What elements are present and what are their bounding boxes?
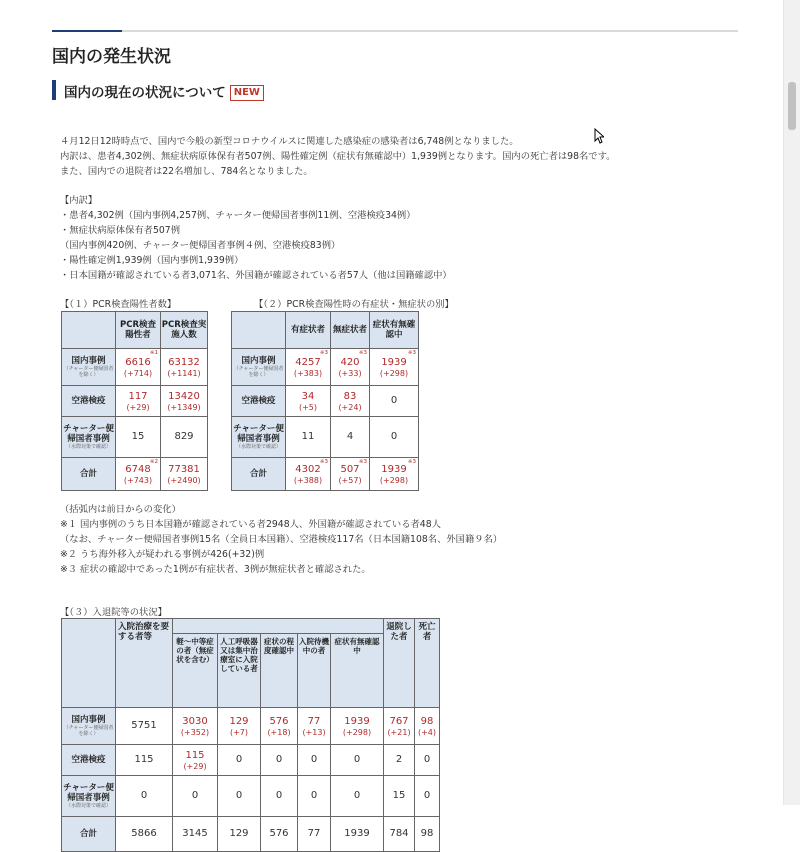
- value-cell: [286, 458, 331, 491]
- value: 0: [353, 754, 361, 765]
- delta: (+4): [417, 727, 437, 737]
- value-cell: [331, 708, 384, 745]
- col-discharged: 退院した者: [384, 619, 415, 708]
- value-cell: [116, 386, 161, 417]
- row-label: [232, 349, 286, 386]
- footnote-mark: ※2: [149, 459, 158, 465]
- value: 0: [140, 790, 148, 801]
- value: 0: [235, 754, 243, 765]
- notes: （括弧内は前日からの変化） ※１ 国内事例のうち日本国籍が確認されている者2948人、外国籍が確認されている者48人 （なお、チャーター便帰国者事例15名（全員日本国籍）、空港検疫117名（日本国籍108名、外国籍９名） ※２ うち海外移入が疑われる事例が426(+32)例 ※３ 症状の確認中であった1例が有症状者、3例が無症状者と確認された。: [60, 504, 503, 575]
- table-row: [62, 458, 208, 491]
- value-cell: [173, 708, 218, 745]
- table-row: [232, 458, 419, 491]
- scrollbar-thumb[interactable]: [788, 82, 796, 130]
- value-cell: [116, 745, 173, 776]
- table-row: [62, 708, 440, 745]
- value-cell: [370, 349, 419, 386]
- table-row: [62, 817, 440, 852]
- new-badge: NEW: [230, 85, 264, 101]
- row-label-text: 国内事例: [241, 356, 276, 366]
- table3-caption: 【（３）入退院等の状況】: [60, 607, 167, 618]
- value: 767: [389, 715, 409, 727]
- value-cell: [218, 745, 261, 776]
- col-waiting: 入院待機中の者: [298, 634, 331, 708]
- value: 77: [307, 828, 321, 839]
- row-label: [62, 349, 116, 386]
- row-label: [62, 417, 116, 458]
- col-mild: 軽～中等症の者（無症状を含む）: [173, 634, 218, 708]
- value-cell: [298, 708, 331, 745]
- value: 63132: [168, 356, 200, 368]
- value-cell: [370, 386, 419, 417]
- row-label-text: 合計: [79, 829, 97, 839]
- value-cell: [286, 349, 331, 386]
- value: 117: [128, 390, 148, 402]
- table-row: [62, 349, 208, 386]
- row-label: [62, 458, 116, 491]
- value-cell: [415, 745, 440, 776]
- delta: (+57): [338, 475, 362, 485]
- col-deaths: 死亡者: [415, 619, 440, 708]
- value-cell: [173, 817, 218, 852]
- delta: (+5): [298, 402, 318, 412]
- row-label-text: 空港検疫: [71, 396, 106, 406]
- table-row: [232, 386, 419, 417]
- footnote-mark: ※3: [358, 459, 367, 465]
- delta: (+298): [379, 368, 409, 378]
- col-pcr-positive: PCR検査陽性者: [116, 312, 161, 349]
- value-cell: [261, 745, 298, 776]
- delta: (+714): [123, 368, 153, 378]
- corner-cell: [232, 312, 286, 349]
- value: 0: [235, 790, 243, 801]
- value: 0: [390, 431, 398, 442]
- value: 1939: [344, 828, 370, 839]
- header-row: [232, 312, 419, 349]
- row-label: [232, 458, 286, 491]
- delta: (+352): [180, 727, 210, 737]
- footnote-mark: ※3: [407, 350, 416, 356]
- footnote-mark: ※3: [319, 350, 328, 356]
- value-cell: [331, 417, 370, 458]
- table-row: [62, 386, 208, 417]
- delta: (+298): [342, 727, 372, 737]
- pcr-positive-table: [61, 311, 208, 491]
- value-cell: [161, 417, 208, 458]
- value: 5751: [131, 720, 157, 731]
- symptom-table: [231, 311, 419, 491]
- row-label: [62, 776, 116, 817]
- row-label-text: 合計: [79, 469, 97, 479]
- table-row: [62, 745, 440, 776]
- value: 13420: [168, 390, 200, 402]
- value: 0: [390, 395, 398, 406]
- value-cell: [384, 776, 415, 817]
- value-cell: [286, 417, 331, 458]
- row-label-note: （チャーター便帰国者を除く）: [63, 725, 114, 737]
- col-asymptomatic: 無症状者: [331, 312, 370, 349]
- value-cell: [261, 708, 298, 745]
- row-label: [62, 386, 116, 417]
- value: 420: [340, 356, 360, 368]
- value-cell: [116, 417, 161, 458]
- col-checking: 症状有無確認中: [370, 312, 419, 349]
- value-cell: [384, 817, 415, 852]
- row-label: [232, 386, 286, 417]
- table-row: [62, 776, 440, 817]
- corner-cell: [62, 312, 116, 349]
- row-label-text: チャーター便帰国者事例: [63, 783, 114, 803]
- delta: (+29): [126, 402, 150, 412]
- value-cell: [116, 349, 161, 386]
- col-severity-checking: 症状の程度確認中: [261, 634, 298, 708]
- row-label-text: 空港検疫: [71, 755, 106, 765]
- table2-caption: 【（２）PCR検査陽性時の有症状・無症状の別】: [254, 299, 454, 310]
- value-cell: [415, 776, 440, 817]
- value-cell: [161, 386, 208, 417]
- value-cell: [415, 817, 440, 852]
- value: 115: [185, 749, 205, 761]
- value: 11: [301, 431, 315, 442]
- value: 0: [191, 790, 199, 801]
- row-label-text: チャーター便帰国者事例: [233, 424, 284, 444]
- value-cell: [161, 349, 208, 386]
- corner-cell: [62, 619, 116, 708]
- col-pcr-tested: PCR検査実施人数: [161, 312, 208, 349]
- value-cell: [331, 745, 384, 776]
- value-cell: [298, 817, 331, 852]
- col-symptomatic: 有症状者: [286, 312, 331, 349]
- value-cell: [261, 817, 298, 852]
- delta: (+2490): [167, 475, 201, 485]
- value-cell: [218, 776, 261, 817]
- row-label: [232, 417, 286, 458]
- value: 4257: [295, 356, 321, 368]
- value-cell: [331, 458, 370, 491]
- delta: (+388): [293, 475, 323, 485]
- value-cell: [161, 458, 208, 491]
- delta: (+13): [302, 727, 326, 737]
- value: 15: [131, 431, 145, 442]
- section-title: 国内の現在の状況について NEW: [64, 81, 264, 101]
- page-title: 国内の発生状況: [52, 47, 171, 67]
- value: 784: [389, 828, 409, 839]
- value: 576: [269, 828, 289, 839]
- col-symptom-checking: 症状有無確認中: [331, 634, 384, 708]
- value: 576: [269, 715, 289, 727]
- value: 3030: [182, 715, 208, 727]
- value-cell: [331, 817, 384, 852]
- col-group-inpatient: 入院治療を要する者等: [116, 619, 173, 708]
- value-cell: [261, 776, 298, 817]
- group-spacer: [173, 619, 384, 634]
- delta: (+1141): [167, 368, 201, 378]
- delta: (+18): [267, 727, 291, 737]
- delta: (+298): [379, 475, 409, 485]
- value: 98: [420, 828, 434, 839]
- value-cell: [384, 708, 415, 745]
- table-row: [232, 417, 419, 458]
- header-row: [62, 312, 208, 349]
- value: 507: [340, 463, 360, 475]
- value-cell: [173, 776, 218, 817]
- value: 1939: [381, 463, 407, 475]
- value: 6616: [125, 356, 151, 368]
- table-row: [232, 349, 419, 386]
- value: 115: [134, 754, 154, 765]
- value: 1939: [381, 356, 407, 368]
- value: 15: [392, 790, 406, 801]
- footnote-mark: ※3: [319, 459, 328, 465]
- row-label: [62, 817, 116, 852]
- value-cell: [384, 745, 415, 776]
- value: 83: [343, 390, 357, 402]
- value-cell: [116, 776, 173, 817]
- delta: (+383): [293, 368, 323, 378]
- row-label-note: （チャーター便帰国者を除く）: [233, 366, 284, 378]
- row-label-text: 空港検疫: [241, 396, 276, 406]
- value-cell: [116, 708, 173, 745]
- value-cell: [370, 417, 419, 458]
- row-label-note: （水際対策で確認）: [235, 444, 281, 450]
- value: 4: [346, 431, 354, 442]
- value-cell: [370, 458, 419, 491]
- value: 129: [229, 715, 249, 727]
- row-label-note: （チャーター便帰国者を除く）: [63, 366, 114, 378]
- row-label-text: 国内事例: [71, 356, 106, 366]
- footnote-mark: ※3: [358, 350, 367, 356]
- value-cell: [331, 386, 370, 417]
- value: 4302: [295, 463, 321, 475]
- delta: (+33): [338, 368, 362, 378]
- row-label-text: チャーター便帰国者事例: [63, 424, 114, 444]
- value-cell: [218, 817, 261, 852]
- row-label-text: 国内事例: [71, 715, 106, 725]
- page-scrollbar[interactable]: [783, 0, 800, 805]
- delta: (+743): [123, 475, 153, 485]
- value-cell: [298, 745, 331, 776]
- value: 6748: [125, 463, 151, 475]
- value: 1939: [344, 715, 370, 727]
- section-marker: [52, 80, 56, 100]
- value: 77381: [168, 463, 200, 475]
- delta: (+29): [183, 761, 207, 771]
- value: 0: [275, 790, 283, 801]
- row-label-note: （水際対策で確認）: [65, 803, 111, 809]
- value-cell: [116, 458, 161, 491]
- row-label: [62, 745, 116, 776]
- value: 0: [310, 754, 318, 765]
- breakdown-list: 【内訳】 ・患者4,302例（国内事例4,257例、チャーター便帰国者事例11例、空港検疫34例） ・無症状病原体保有者507例 （国内事例420例、チャーター便帰国者事例４例、空港検疫83例） ・陽性確定例1,939例（国内事例1,939例） ・日本国籍が確認されている者3,071名、外国籍が確認されている者57人（他は国籍確認中）: [60, 195, 452, 281]
- title-divider: [52, 30, 738, 32]
- value-cell: [331, 349, 370, 386]
- delta: (+24): [338, 402, 362, 412]
- value-cell: [173, 745, 218, 776]
- summary-text: ４月12日12時時点で、国内で今般の新型コロナウイルスに関連した感染症の感染者は6,748例となりました。 内訳は、患者4,302例、無症状病原体保有者507例、陽性確定例（症状有無確認中）1,939例となります。国内の死亡者は98名です。 また、国内での退院者は22名増加し、784名となりました。: [60, 136, 616, 177]
- value-cell: [298, 776, 331, 817]
- value: 98: [420, 715, 434, 727]
- value: 0: [275, 754, 283, 765]
- col-ventilator: 人工呼吸器又は集中治療室に入院している者: [218, 634, 261, 708]
- value-cell: [331, 776, 384, 817]
- delta: (+21): [387, 727, 411, 737]
- value: 77: [307, 715, 321, 727]
- value: 0: [423, 790, 431, 801]
- header-row: [62, 619, 440, 634]
- table-row: [62, 417, 208, 458]
- value-cell: [415, 708, 440, 745]
- value: 0: [353, 790, 361, 801]
- value: 829: [174, 431, 194, 442]
- delta: (+1349): [167, 402, 201, 412]
- value: 5866: [131, 828, 157, 839]
- value: 0: [423, 754, 431, 765]
- value: 129: [229, 828, 249, 839]
- delta: (+7): [229, 727, 249, 737]
- table1-caption: 【（１）PCR検査陽性者数】: [60, 299, 177, 310]
- value-cell: [286, 386, 331, 417]
- row-label: [62, 708, 116, 745]
- footnote-mark: ※3: [407, 459, 416, 465]
- value: 2: [395, 754, 403, 765]
- value-cell: [116, 817, 173, 852]
- value: 0: [310, 790, 318, 801]
- hospitalization-table: [61, 618, 440, 852]
- row-label-text: 合計: [249, 469, 267, 479]
- value: 34: [301, 390, 315, 402]
- row-label-note: （水際対策で確認）: [65, 444, 111, 450]
- value: 3145: [182, 828, 208, 839]
- value-cell: [218, 708, 261, 745]
- footnote-mark: ※1: [149, 350, 158, 356]
